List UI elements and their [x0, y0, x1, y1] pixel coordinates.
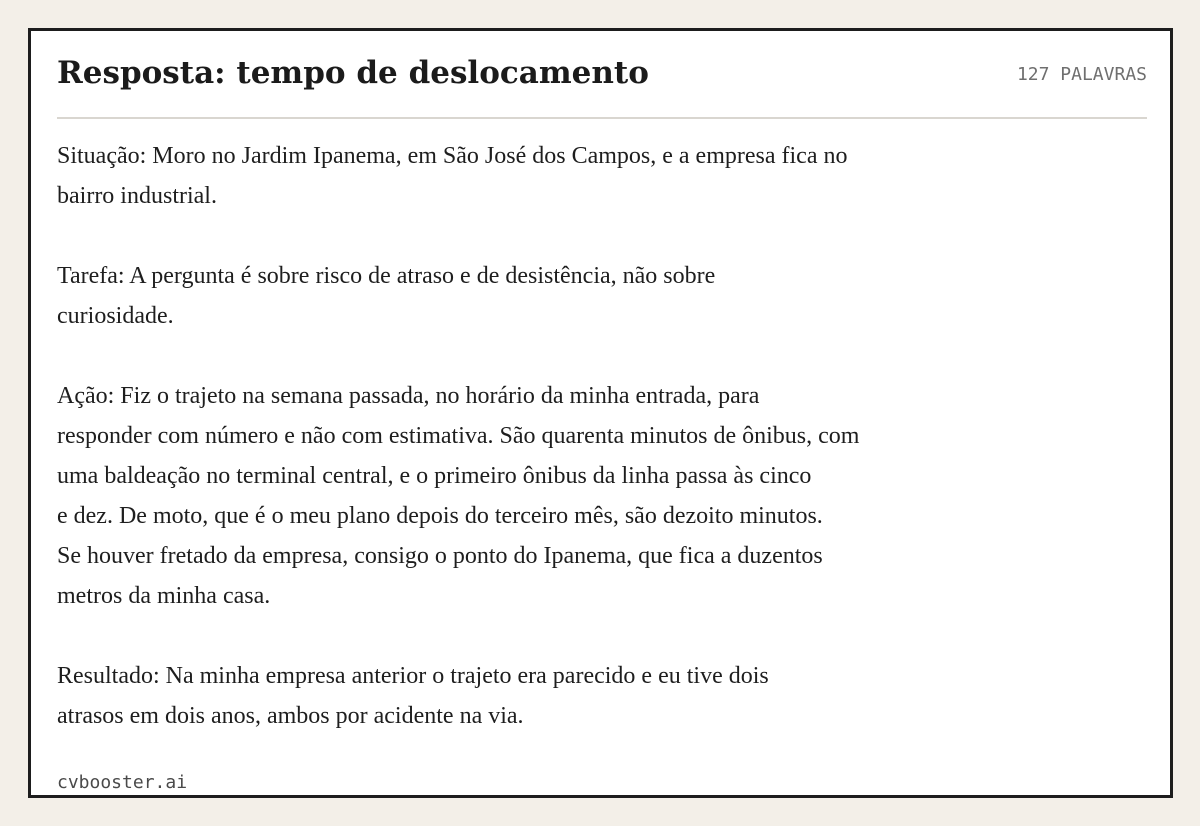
card-header: [57, 53, 1147, 119]
body-line: Situação: Moro no Jardim Ipanema, em São José dos Campos, e a empresa fica no: [57, 143, 848, 169]
paragraph-tarefa: [57, 256, 1087, 336]
card-title: Resposta: tempo de deslocamento: [57, 55, 649, 91]
paragraph-situacao: [57, 136, 1087, 216]
answer-card: [28, 28, 1173, 798]
body-line: metros da minha casa.: [57, 583, 271, 609]
body-line: Ação: Fiz o trajeto na semana passada, no horário da minha entrada, para: [57, 383, 760, 409]
answer-body: [57, 136, 1087, 776]
body-line: e dez. De moto, que é o meu plano depois do terceiro mês, são dezoito minutos.: [57, 503, 823, 529]
brand-watermark: cvbooster.ai: [57, 772, 188, 793]
paragraph-acao: [57, 376, 1087, 616]
body-line: atrasos em dois anos, ambos por acidente na via.: [57, 703, 524, 729]
body-line: uma baldeação no terminal central, e o primeiro ônibus da linha passa às cinco: [57, 463, 812, 489]
paragraph-resultado: [57, 656, 1087, 736]
body-line: responder com número e não com estimativa. São quarenta minutos de ônibus, com: [57, 423, 860, 449]
body-line: Se houver fretado da empresa, consigo o ponto do Ipanema, que fica a duzentos: [57, 543, 823, 569]
body-line: Tarefa: A pergunta é sobre risco de atraso e de desistência, não sobre: [57, 263, 716, 289]
body-line: curiosidade.: [57, 303, 174, 329]
body-line: Resultado: Na minha empresa anterior o trajeto era parecido e eu tive dois: [57, 663, 769, 689]
body-line: bairro industrial.: [57, 183, 217, 209]
word-count-label: 127 PALAVRAS: [1016, 64, 1147, 85]
